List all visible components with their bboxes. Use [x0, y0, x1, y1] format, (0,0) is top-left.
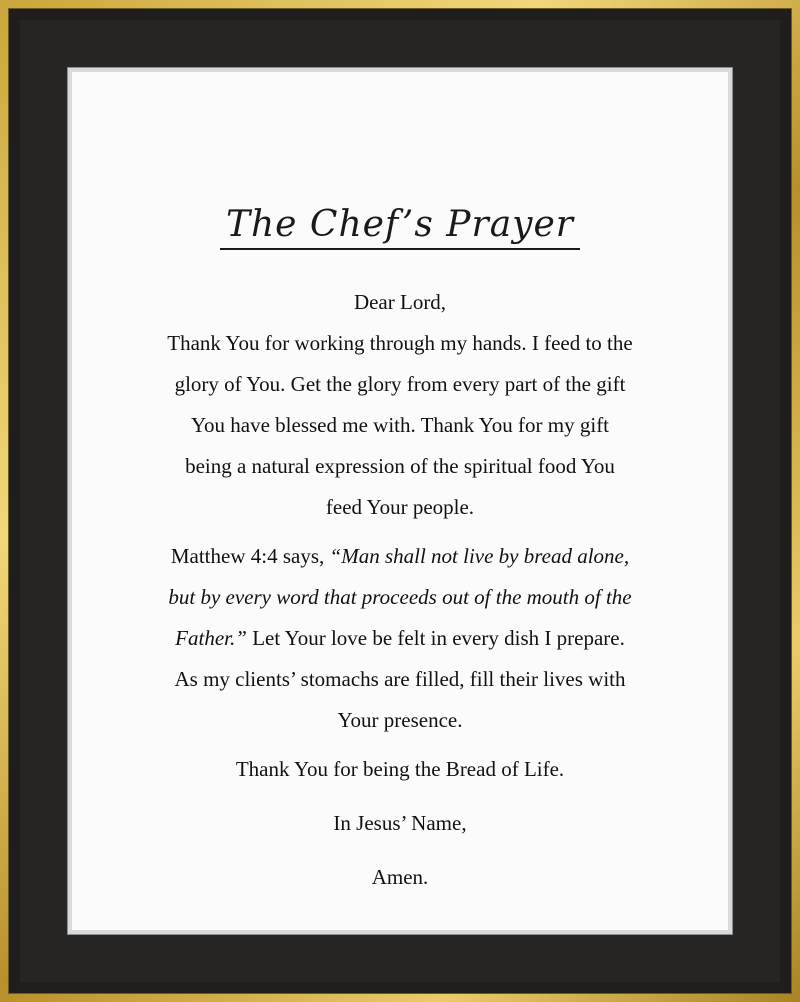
prayer-title: The Chef’s Prayer: [220, 204, 580, 250]
paragraph-gap: [72, 743, 728, 751]
para1-line: feed Your people.: [325, 495, 475, 519]
scripture-quote-end: Father.”: [175, 626, 247, 650]
para2-line-4: As my clients’ stomachs are filled, fill their lives with: [174, 667, 626, 691]
salutation: Dear Lord,: [353, 290, 447, 314]
para1-line: being a natural expression of the spiritual food You: [185, 454, 615, 478]
prayer-body: [72, 284, 728, 900]
para2-line-1: [72, 538, 728, 579]
scripture-quote: “Man shall not live by bread alone,: [329, 544, 630, 568]
para1-line: Thank You for working through my hands. I feed to the: [167, 331, 633, 355]
para1-line: You have blessed me with. Thank You for my gift: [190, 413, 610, 437]
prayer-paper: [72, 72, 728, 930]
para2-line-3: [72, 620, 728, 661]
thanks-line: Thank You for being the Bread of Life.: [235, 757, 565, 781]
para1-line: glory of You. Get the glory from every part of the gift: [174, 372, 626, 396]
paragraph-gap: [72, 530, 728, 538]
scripture-reference: Matthew 4:4 says,: [170, 544, 330, 568]
prayer-text: Let Your love be felt in every dish I prepare.: [246, 626, 625, 650]
paragraph-gap: [72, 792, 728, 805]
para2-line-2: but by every word that proceeds out of the mouth of the: [168, 585, 632, 609]
paragraph-gap: [72, 846, 728, 859]
para2-line-5: Your presence.: [337, 708, 463, 732]
amen-line: Amen.: [371, 865, 429, 889]
closing-line: In Jesus’ Name,: [333, 811, 467, 835]
title-wrap: [72, 204, 728, 250]
